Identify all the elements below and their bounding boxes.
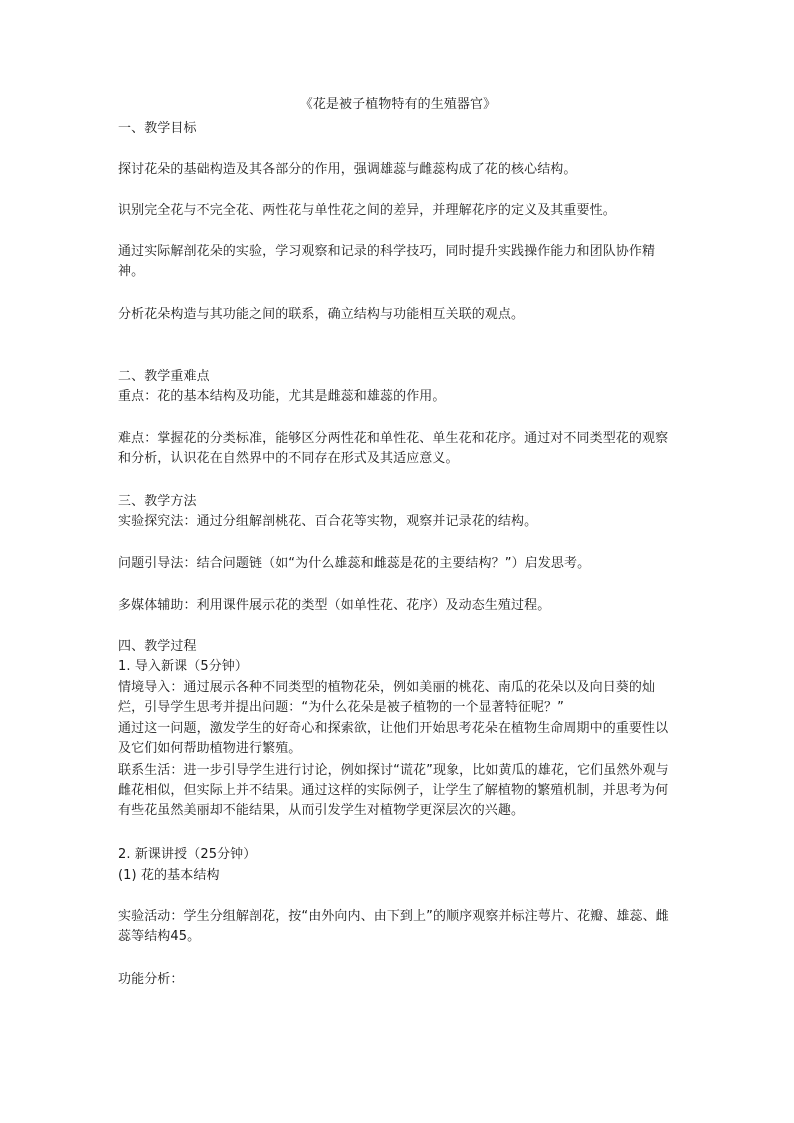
process-step-2-subheading: (1) 花的基本结构	[118, 868, 220, 883]
difficulty-paragraph: 难点：掌握花的分类标准，能够区分两性花和单性花、单生花和花序。通过对不同类型花的观察和分析，认识花在自然界中的不同存在形式及其适应意义。	[118, 431, 669, 466]
process-step-1-heading: 1. 导入新课（5分钟）	[118, 659, 249, 674]
section-heading-objectives: 一、教学目标	[118, 121, 197, 136]
objective-paragraph-1: 探讨花朵的基础构造及其各部分的作用，强调雄蕊与雌蕊构成了花的核心结构。	[118, 162, 577, 177]
process-step-1-paragraph-3: 联系生活：进一步引导学生进行讨论，例如探讨“谎花”现象，比如黄瓜的雄花，它们虽然外观与雌花相似，但实际上并不结果。通过这样的实际例子，让学生了解植物的繁殖机制，并思考为何有些花虽然美丽却不能结果，从而引发学生对植物学更深层次的兴趣。	[118, 763, 669, 818]
section-heading-methods: 三、教学方法	[118, 494, 197, 509]
method-paragraph-3: 多媒体辅助：利用课件展示花的类型（如单性花、花序）及动态生殖过程。	[118, 598, 551, 613]
process-step-2-heading: 2. 新课讲授（25分钟）	[118, 847, 257, 862]
objective-paragraph-2: 识别完全花与不完全花、两性花与单性花之间的差异，并理解花序的定义及其重要性。	[118, 203, 616, 218]
objective-paragraph-3-line-1: 通过实际解剖花朵的实验，学习观察和记录的科学技巧，同时提升实践操作能力和团队协作精神。	[118, 244, 656, 279]
process-step-1-paragraph-2: 通过这一问题，激发学生的好奇心和探索欲，让他们开始思考花朵在植物生命周期中的重要性以及它们如何帮助植物进行繁殖。	[118, 721, 669, 756]
process-step-2-paragraph-1: 实验活动：学生分组解剖花，按“由外向内、由下到上”的顺序观察并标注萼片、花瓣、雄蕊、雌蕊等结构45。	[118, 909, 669, 944]
method-paragraph-2: 问题引导法：结合问题链（如“为什么雄蕊和雌蕊是花的主要结构？”）启发思考。	[118, 556, 591, 571]
method-paragraph-1: 实验探究法：通过分组解剖桃花、百合花等实物，观察并记录花的结构。	[118, 514, 538, 529]
section-heading-key-points: 二、教学重难点	[118, 369, 210, 384]
process-step-2-paragraph-2: 功能分析：	[118, 972, 184, 987]
section-heading-process: 四、教学过程	[118, 639, 197, 654]
document-title: 《花是被子植物特有的生殖器官》	[299, 97, 497, 112]
objective-paragraph-4: 分析花朵构造与其功能之间的联系，确立结构与功能相互关联的观点。	[118, 307, 525, 322]
key-point-paragraph: 重点：花的基本结构及功能，尤其是雌蕊和雄蕊的作用。	[118, 389, 446, 404]
process-step-1-paragraph-1: 情境导入：通过展示各种不同类型的植物花朵，例如美丽的桃花、南瓜的花朵以及向日葵的灿烂，引导学生思考并提出问题：“为什么花朵是被子植物的一个显著特征呢？”	[118, 680, 656, 715]
